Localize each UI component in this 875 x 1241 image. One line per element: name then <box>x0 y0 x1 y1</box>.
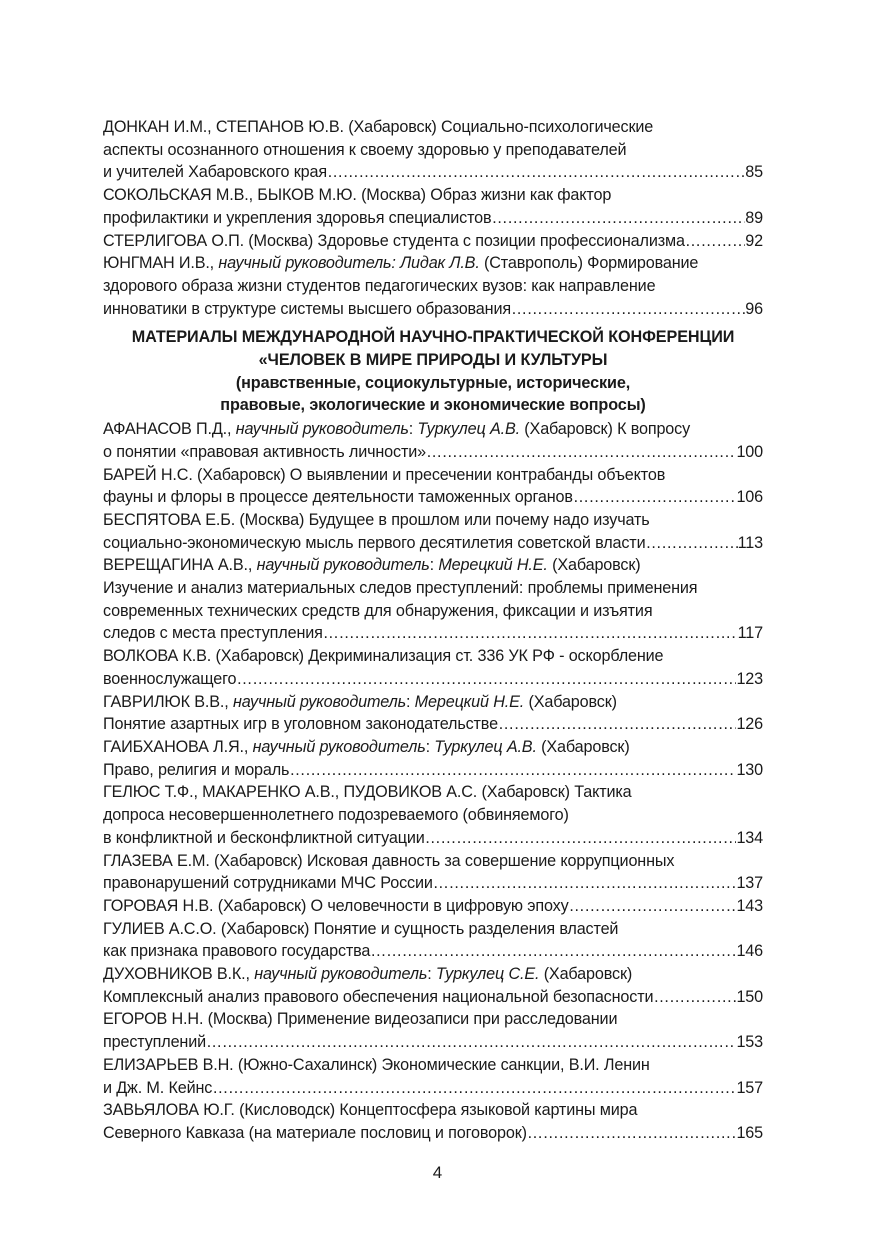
entry-text: социально-экономическую мысль первого десятилетия советской власти <box>103 533 646 552</box>
entry-text: здорового образа жизни студентов педагогических вузов: как направление <box>103 276 656 295</box>
entry-text: в конфликтной и бесконфликтной ситуации <box>103 828 425 847</box>
toc-entry-title-end <box>103 1077 212 1100</box>
toc-entry-title-end <box>103 230 685 253</box>
dot-leader <box>645 532 737 555</box>
toc-entry-line <box>103 691 763 714</box>
entry-text: и Дж. М. Кейнс <box>103 1078 213 1097</box>
toc-page-ref: 117 <box>737 624 763 643</box>
dot-leader <box>527 1122 737 1145</box>
supervisor-text: научный руководитель <box>232 692 406 711</box>
toc-entry[interactable] <box>103 509 763 554</box>
toc-entry-last-line <box>103 895 763 918</box>
dot-leader <box>511 298 745 321</box>
table-of-contents <box>103 116 763 1145</box>
entry-text: СОКОЛЬСКАЯ М.В., БЫКОВ М.Ю. (Москва) Образ жизни как фактор <box>103 186 612 205</box>
supervisor-text: научный руководитель <box>254 965 428 984</box>
toc-entry[interactable] <box>103 418 763 463</box>
toc-entry-last-line <box>103 668 763 691</box>
entry-text: Комплексный анализ правового обеспечения национальной безопасности <box>103 987 654 1006</box>
toc-page-ref: 123 <box>736 669 763 688</box>
toc-entries-before <box>103 116 763 320</box>
toc-page-ref: 92 <box>745 231 763 250</box>
toc-page-ref: 146 <box>736 942 763 961</box>
dot-leader <box>653 986 736 1009</box>
entry-text: современных технических средств для обнаружения, фиксации и изъятия <box>103 601 653 620</box>
entry-text: о понятии «правовая активность личности» <box>103 442 426 461</box>
dot-leader <box>289 759 736 782</box>
toc-entry-line <box>103 850 763 873</box>
toc-entry-line <box>103 645 763 668</box>
entry-text: ГАВРИЛЮК В.В., <box>103 692 233 711</box>
toc-page-ref: 106 <box>736 488 763 507</box>
toc-entry-line <box>103 736 763 759</box>
toc-entry[interactable] <box>103 918 763 963</box>
entry-text: следов с места преступления <box>103 624 323 643</box>
toc-entry-last-line <box>103 486 763 509</box>
section-heading-line: «ЧЕЛОВЕК В МИРЕ ПРИРОДЫ И КУЛЬТУРЫ <box>258 351 608 370</box>
dot-leader <box>236 668 736 691</box>
dot-leader <box>212 1077 736 1100</box>
entry-text: (Ставрополь) Формирование <box>479 254 699 273</box>
toc-entry-line <box>103 509 763 532</box>
toc-entry-title-end <box>103 713 498 736</box>
dot-leader <box>327 161 745 184</box>
entry-text: Изучение и анализ материальных следов преступлений: проблемы применения <box>103 579 698 598</box>
entry-text: военнослужащего <box>103 669 237 688</box>
toc-entry-line <box>103 1054 763 1077</box>
supervisor-text: Мерецкий Н.Е. <box>438 556 548 575</box>
entry-text: ГЕЛЮС Т.Ф., МАКАРЕНКО А.В., ПУДОВИКОВ А.С. (Хабаровск) Тактика <box>103 783 632 802</box>
toc-entry-line <box>103 554 763 577</box>
toc-entry-title-end <box>103 441 426 464</box>
toc-entry[interactable] <box>103 736 763 781</box>
entry-text: : <box>425 737 435 756</box>
dot-leader <box>425 827 737 850</box>
toc-entry[interactable] <box>103 116 763 184</box>
toc-entry-last-line <box>103 940 763 963</box>
supervisor-text: Мерецкий Н.Е. <box>414 692 525 711</box>
entry-text: и учителей Хабаровского края <box>103 163 327 182</box>
toc-entry-title-end <box>103 532 645 555</box>
toc-entry-line <box>103 184 763 207</box>
section-heading <box>103 326 763 417</box>
section-heading-line: МАТЕРИАЛЫ МЕЖДУНАРОДНОЙ НАУЧНО-ПРАКТИЧЕСКОЙ КОНФЕРЕНЦИИ <box>131 328 735 347</box>
toc-entry[interactable] <box>103 1008 763 1053</box>
toc-entry-last-line <box>103 532 763 555</box>
toc-entry-last-line <box>103 1077 763 1100</box>
toc-entry-title-end <box>103 668 236 691</box>
toc-page-ref: 126 <box>736 715 763 734</box>
toc-page-ref: 134 <box>736 828 763 847</box>
entry-text: ЕГОРОВ Н.Н. (Москва) Применение видеозаписи при расследовании <box>103 1010 618 1029</box>
toc-entry[interactable] <box>103 230 763 253</box>
toc-entry-line <box>103 1008 763 1031</box>
entry-text: ДУХОВНИКОВ В.К., <box>103 965 255 984</box>
toc-entry[interactable] <box>103 645 763 690</box>
toc-page-ref: 150 <box>736 987 763 1006</box>
entry-text: : <box>429 556 439 575</box>
supervisor-text: Туркулец А.В. <box>434 737 537 756</box>
entry-text: ЮНГМАН И.В., <box>103 254 219 273</box>
entry-text: (Хабаровск) <box>524 692 617 711</box>
toc-page-ref: 153 <box>736 1033 763 1052</box>
toc-entry-line <box>103 252 763 275</box>
toc-page-ref: 130 <box>736 760 763 779</box>
toc-page-ref: 96 <box>745 299 763 318</box>
toc-entry-last-line <box>103 759 763 782</box>
entry-text: правонарушений сотрудниками МЧС России <box>103 874 433 893</box>
toc-page-ref: 137 <box>736 874 763 893</box>
dot-leader <box>370 940 736 963</box>
dot-leader <box>569 895 737 918</box>
toc-entry-line <box>103 781 763 804</box>
entry-text: ГОРОВАЯ Н.В. (Хабаровск) О человечности в цифровую эпоху <box>103 896 569 915</box>
toc-entry-line <box>103 116 763 139</box>
toc-page-ref: 143 <box>736 896 763 915</box>
toc-page-ref: 157 <box>736 1078 763 1097</box>
entry-text: ЗАВЬЯЛОВА Ю.Г. (Кисловодск) Концептосфера языковой картины мира <box>103 1101 638 1120</box>
toc-entry-last-line <box>103 713 763 736</box>
dot-leader <box>573 486 737 509</box>
toc-entry-last-line <box>103 207 763 230</box>
toc-entry[interactable] <box>103 963 763 1008</box>
dot-leader <box>433 872 737 895</box>
toc-page-ref: 89 <box>745 208 763 227</box>
toc-entry-title-end <box>103 827 425 850</box>
toc-entry-last-line <box>103 298 763 321</box>
toc-entries-after <box>103 418 763 1145</box>
entry-text: ГЛАЗЕВА Е.М. (Хабаровск) Исковая давность за совершение коррупционных <box>103 851 675 870</box>
toc-entry[interactable] <box>103 691 763 736</box>
entry-text: : <box>405 692 415 711</box>
toc-entry-title-end <box>103 161 327 184</box>
toc-entry-line <box>103 918 763 941</box>
toc-entry-last-line <box>103 230 763 253</box>
section-heading-line: (нравственные, социокультурные, исторические, <box>235 373 631 392</box>
entry-text: ЕЛИЗАРЬЕВ В.Н. (Южно-Сахалинск) Экономические санкции, В.И. Ленин <box>103 1055 650 1074</box>
entry-text: (Хабаровск) К вопросу <box>519 420 691 439</box>
toc-page-ref: 100 <box>736 442 763 461</box>
toc-entry-title-end <box>103 895 569 918</box>
entry-text: ВЕРЕЩАГИНА А.В., <box>103 556 257 575</box>
entry-text: фауны и флоры в процессе деятельности таможенных органов <box>103 488 573 507</box>
section-heading-line: правовые, экологические и экономические вопросы) <box>220 396 646 415</box>
entry-text: преступлений <box>103 1033 206 1052</box>
entry-text: аспекты осознанного отношения к своему здоровью у преподавателей <box>103 140 627 159</box>
toc-entry-last-line <box>103 622 763 645</box>
toc-entry-last-line <box>103 872 763 895</box>
entry-text: Право, религия и мораль <box>103 760 290 779</box>
toc-entry[interactable] <box>103 781 763 849</box>
entry-text: (Хабаровск) <box>547 556 641 575</box>
toc-entry-line <box>103 464 763 487</box>
entry-text: как признака правового государства <box>103 942 371 961</box>
supervisor-text: Туркулец С.Е. <box>435 965 540 984</box>
toc-entry-title-end <box>103 486 573 509</box>
toc-entry-line <box>103 139 763 162</box>
dot-leader <box>323 622 738 645</box>
toc-entry-last-line <box>103 161 763 184</box>
dot-leader <box>685 230 745 253</box>
entry-text: ГУЛИЕВ А.С.О. (Хабаровск) Понятие и сущность разделения властей <box>103 919 619 938</box>
toc-entry-line <box>103 418 763 441</box>
toc-entry-last-line <box>103 1031 763 1054</box>
toc-entry-line <box>103 804 763 827</box>
entry-text: БАРЕЙ Н.С. (Хабаровск) О выявлении и пресечении контрабанды объектов <box>103 465 666 484</box>
entry-text: : <box>427 965 436 984</box>
toc-entry-title-end <box>103 986 653 1009</box>
toc-page-ref: 165 <box>736 1123 763 1142</box>
supervisor-text: Туркулец А.В. <box>417 420 520 439</box>
entry-text: Северного Кавказа (на материале пословиц и поговорок) <box>103 1123 527 1142</box>
toc-entry[interactable] <box>103 252 763 320</box>
toc-entry-last-line <box>103 827 763 850</box>
toc-entry[interactable] <box>103 464 763 509</box>
toc-entry-title-end <box>103 622 323 645</box>
toc-entry-title-end <box>103 759 289 782</box>
toc-page-ref: 85 <box>745 163 763 182</box>
supervisor-text: научный руководитель <box>235 420 409 439</box>
toc-page-ref: 113 <box>737 533 763 552</box>
entry-text: : <box>408 420 418 439</box>
toc-entry-title-end <box>103 207 491 230</box>
entry-text: ГАИБХАНОВА Л.Я., <box>103 737 253 756</box>
toc-entry-line <box>103 1099 763 1122</box>
entry-text: допроса несовершеннолетнего подозреваемого (обвиняемого) <box>103 806 569 825</box>
toc-entry[interactable] <box>103 184 763 229</box>
toc-entry-line <box>103 600 763 623</box>
entry-text: ДОНКАН И.М., СТЕПАНОВ Ю.В. (Хабаровск) Социально-психологические <box>103 118 654 136</box>
toc-entry-title-end <box>103 1031 206 1054</box>
entry-text: АФАНАСОВ П.Д., <box>103 420 236 439</box>
toc-entry-title-end <box>103 940 370 963</box>
entry-text: СТЕРЛИГОВА О.П. (Москва) Здоровье студента с позиции профессионализма <box>103 231 685 250</box>
toc-entry-last-line <box>103 986 763 1009</box>
toc-entry[interactable] <box>103 554 763 645</box>
toc-entry[interactable] <box>103 1099 763 1144</box>
dot-leader <box>498 713 737 736</box>
supervisor-text: научный руководитель <box>252 737 426 756</box>
page-number: 4 <box>432 1163 443 1182</box>
supervisor-text: научный руководитель <box>256 556 430 575</box>
toc-entry[interactable] <box>103 895 763 918</box>
entry-text: профилактики и укрепления здоровья специалистов <box>103 208 492 227</box>
entry-text: (Хабаровск) <box>536 737 630 756</box>
toc-entry-line <box>103 275 763 298</box>
dot-leader <box>426 441 736 464</box>
entry-text: (Хабаровск) <box>539 965 633 984</box>
entry-text: БЕСПЯТОВА Е.Б. (Москва) Будущее в прошлом или почему надо изучать <box>103 510 650 529</box>
toc-entry[interactable] <box>103 850 763 895</box>
toc-entry-line <box>103 963 763 986</box>
entry-text: Понятие азартных игр в уголовном законодательстве <box>103 715 498 734</box>
toc-entry-last-line <box>103 441 763 464</box>
entry-text: инноватики в структуре системы высшего образования <box>103 299 511 318</box>
toc-entry-title-end <box>103 1122 527 1145</box>
toc-entry-title-end <box>103 872 433 895</box>
entry-text: ВОЛКОВА К.В. (Хабаровск) Декриминализация ст. 336 УК РФ - оскорбление <box>103 647 664 666</box>
supervisor-text: научный руководитель: Лидак Л.В. <box>218 254 480 273</box>
toc-entry-last-line <box>103 1122 763 1145</box>
dot-leader <box>206 1031 736 1054</box>
toc-entry-title-end <box>103 298 511 321</box>
toc-entry[interactable] <box>103 1054 763 1099</box>
dot-leader <box>491 207 745 230</box>
toc-entry-line <box>103 577 763 600</box>
